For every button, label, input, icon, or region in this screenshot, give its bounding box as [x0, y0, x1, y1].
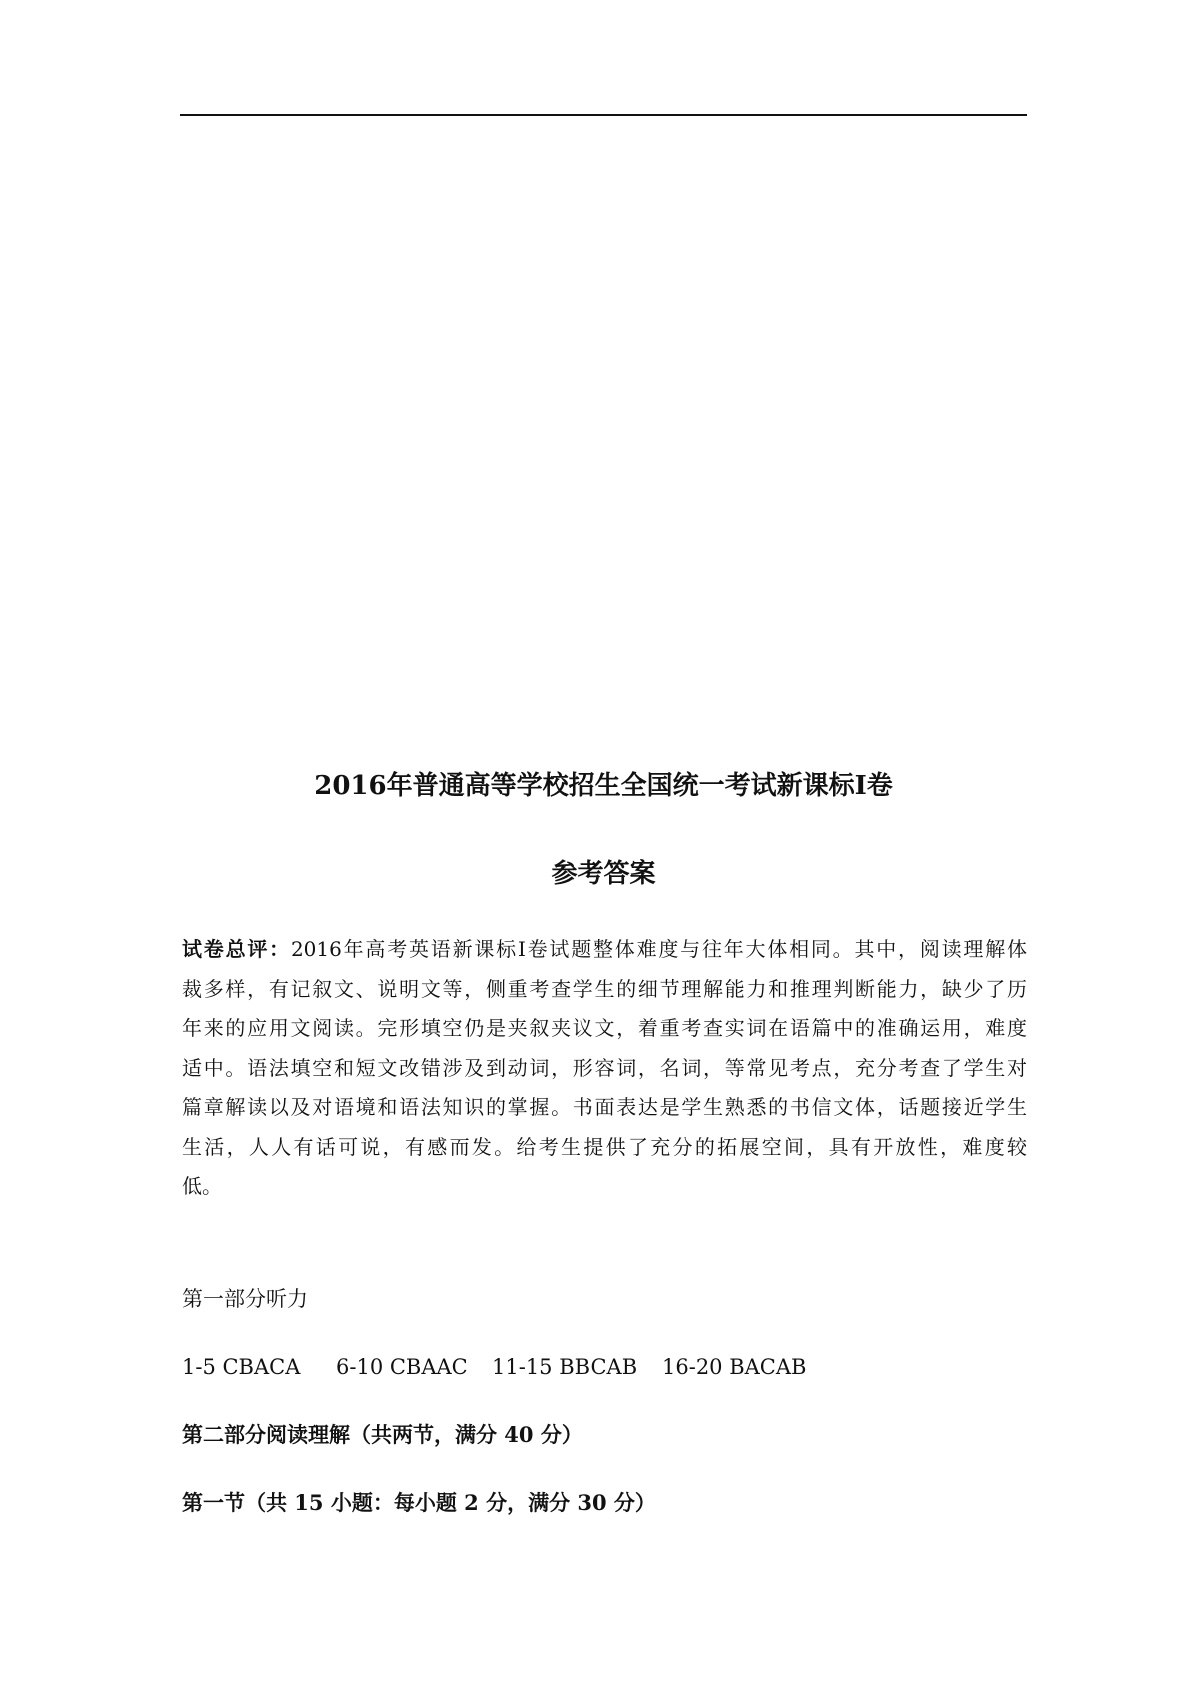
- answer-group: 1-5 CBACA: [182, 1355, 301, 1379]
- summary-line: 裁多样，有记叙文、说明文等，侧重考查学生的细节理解能力和推理判断能力，缺少了历: [182, 976, 1027, 1001]
- answer-group: 11-15 BBCAB: [492, 1355, 638, 1379]
- section1-heading: 第一节（共 15 小题：每小题 2 分，满分 30 分）: [182, 1490, 656, 1515]
- listening-answers: [182, 1352, 1027, 1382]
- summary-line: 低。: [182, 1174, 222, 1198]
- answer-group: 6-10 CBAAC: [336, 1355, 468, 1379]
- summary-line: [182, 930, 1027, 970]
- summary-line: 年来的应用文阅读。完形填空仍是夹叙夹议文，着重考查实词在语篇中的准确运用，难度: [182, 1016, 1027, 1040]
- summary-line: 适中。语法填空和短文改错涉及到动词，形容词，名词，等常见考点，充分考查了学生对: [182, 1055, 1027, 1080]
- part1-heading: 第一部分听力: [182, 1287, 308, 1311]
- document-subtitle: 参考答案: [551, 859, 656, 889]
- summary-line: 篇章解读以及对语境和语法知识的掌握。书面表达是学生熟悉的书信文体，话题接近学生: [182, 1095, 1027, 1119]
- summary-line-text: 2016年高考英语新课标I卷试题整体难度与往年大体相同。其中，阅读理解体: [290, 937, 1027, 961]
- summary-paragraph: [182, 930, 1027, 1207]
- part2-heading: 第二部分阅读理解（共两节，满分 40 分）: [182, 1422, 583, 1447]
- answer-group: 16-20 BACAB: [662, 1355, 807, 1379]
- summary-line: 生活，人人有话可说，有感而发。给考生提供了充分的拓展空间，具有开放性，难度较: [182, 1134, 1027, 1159]
- header-rule: [180, 114, 1027, 116]
- document-title: 2016年普通高等学校招生全国统一考试新课标I卷: [314, 771, 893, 801]
- summary-label: 试卷总评：: [182, 937, 291, 961]
